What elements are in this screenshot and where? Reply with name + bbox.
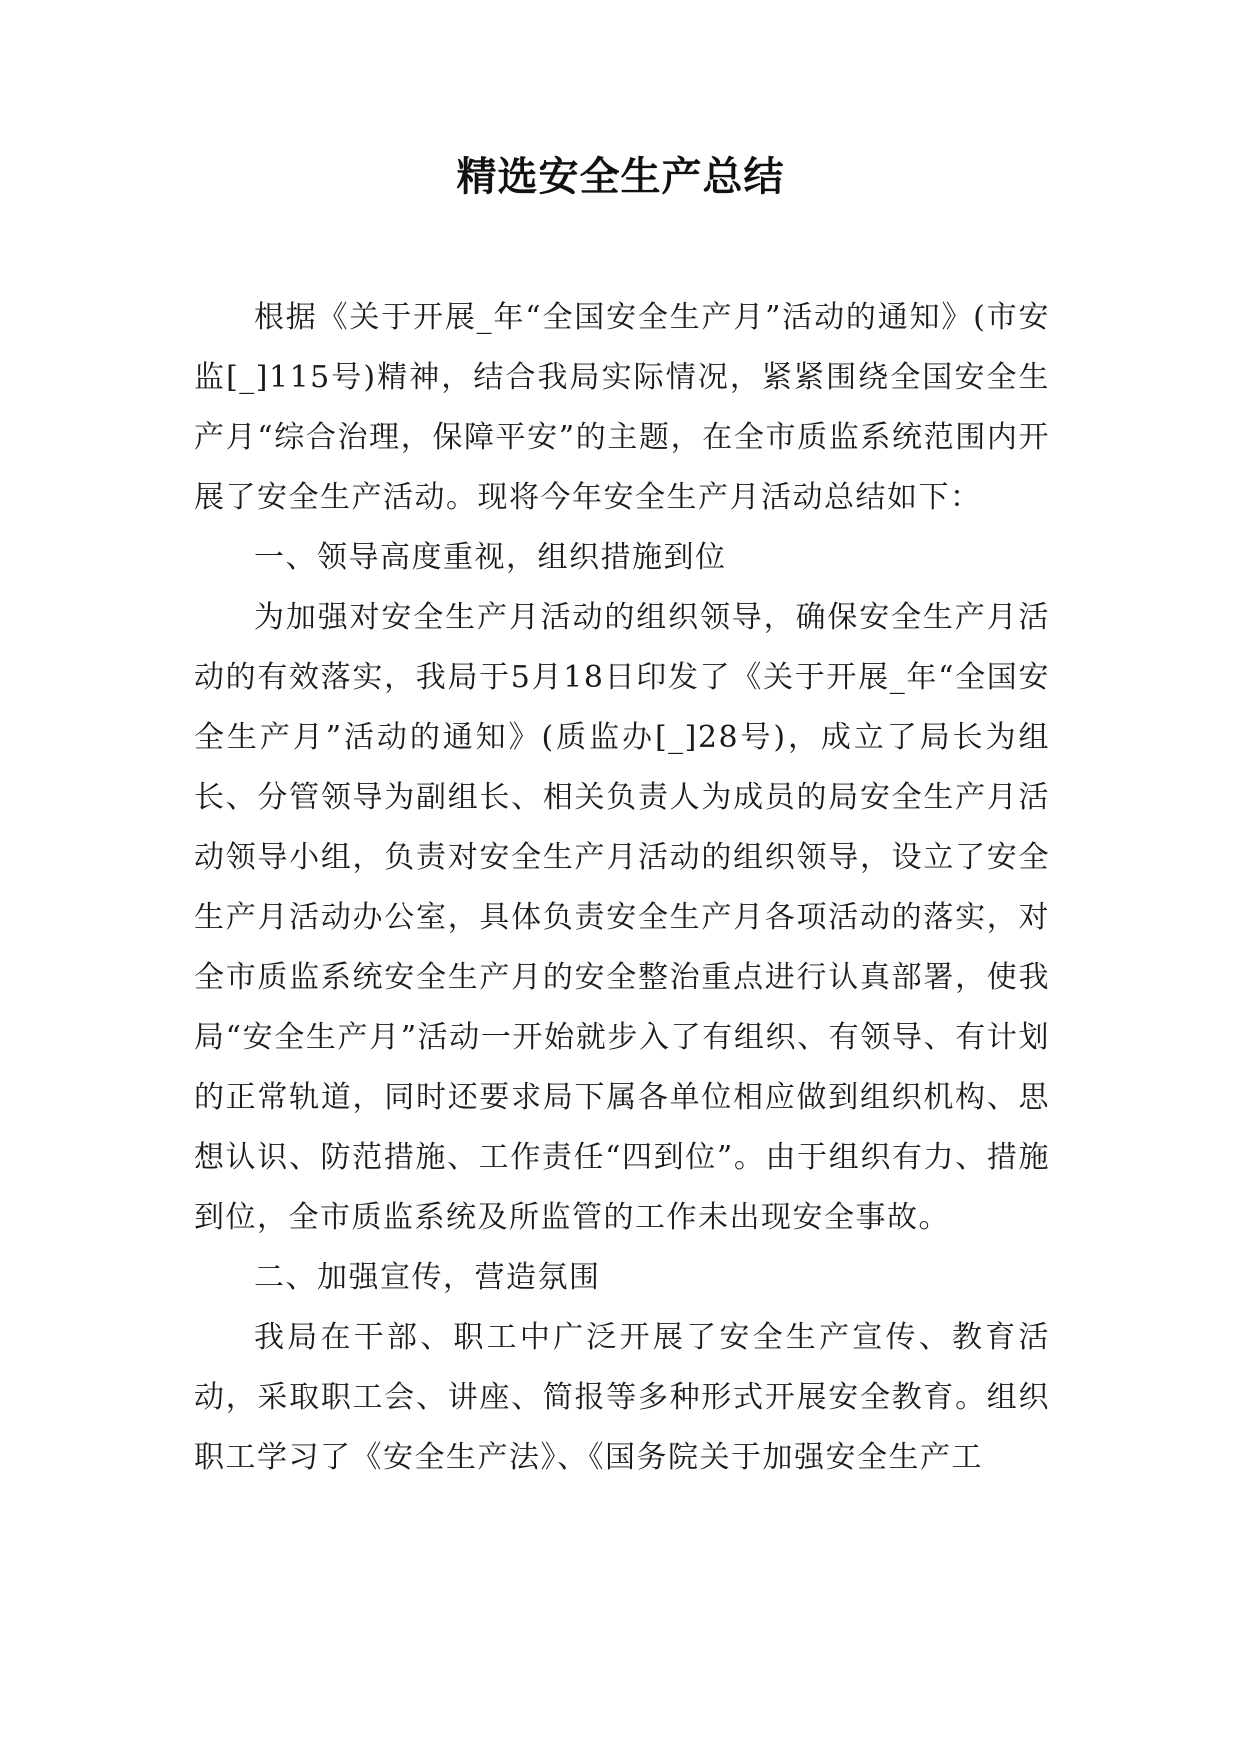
section-heading-2: 二、加强宣传，营造氛围 — [254, 1260, 601, 1295]
document-body — [194, 288, 1050, 1488]
section-2-paragraph: 我局在干部、职工中广泛开展了安全生产宣传、教育活动，采取职工会、讲座、简报等多种形式开展安全教育。组织职工学习了《安全生产法》、《国务院关于加强安全生产工 — [194, 1320, 1050, 1475]
section-1-paragraph: 为加强对安全生产月活动的组织领导，确保安全生产月活动的有效落实，我局于5月18日印发了《关于开展_年“全国安全生产月”活动的通知》(质监办[_]28号)，成立了局长为组长、分管领导为副组长、相关负责人为成员的局安全生产月活动领导小组，负责对安全生产月活动的组织领导，设立了安全生产月活动办公室，具体负责安全生产月各项活动的落实，对全市质监系统安全生产月的安全整治重点进行认真部署，使我局“安全生产月”活动一开始就步入了有组织、有领导、有计划的正常轨道，同时还要求局下属各单位相应做到组织机构、思想认识、防范措施、工作责任“四到位”。由于组织有力、措施到位，全市质监系统及所监管的工作未出现安全事故。 — [194, 600, 1050, 1235]
section-heading-1: 一、领导高度重视，组织措施到位 — [254, 540, 727, 575]
document-title: 精选安全生产总结 — [456, 154, 785, 200]
intro-paragraph: 根据《关于开展_年“全国安全生产月”活动的通知》(市安监[_]115号)精神，结合我局实际情况，紧紧围绕全国安全生产月“综合治理，保障平安”的主题，在全市质监系统范围内开展了安全生产活动。现将今年安全生产月活动总结如下： — [194, 300, 1050, 515]
